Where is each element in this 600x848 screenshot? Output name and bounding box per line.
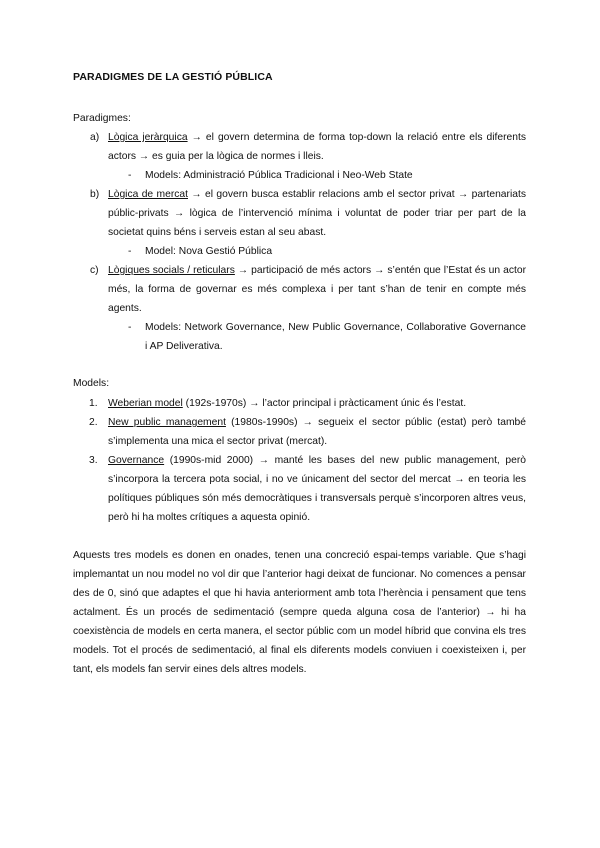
page-title: PARADIGMES DE LA GESTIÓ PÚBLICA xyxy=(73,71,273,83)
paradigm-description: → el govern determina de forma top-down la relació entre els diferents actors → es guia per la lògica de normes i lleis. xyxy=(108,132,526,162)
model-description: (1990s-mid 2000) → manté les bases del new public management, però s’incorpora la tercera pota social, i no ve únicament del sector del mercat → en teoria les polítiques públiques són més democràtiques i transversals perquè s’incorporen altres veus, però hi ha moltes crítiques a aquesta opinió. xyxy=(108,455,526,523)
list-marker: b) xyxy=(90,189,100,200)
paradigm-name: Lògica de mercat xyxy=(108,189,188,200)
model-name: Governance xyxy=(108,455,165,466)
paradigm-models xyxy=(73,242,526,261)
dash-bullet: - xyxy=(128,322,132,333)
model-item xyxy=(73,394,526,413)
paradigm-item xyxy=(73,261,526,318)
list-marker: a) xyxy=(90,132,100,143)
models-label: Models: xyxy=(73,378,110,389)
paradigm-models-text: Models: Network Governance, New Public Governance, Collaborative Governance i AP Deliverativa. xyxy=(145,322,526,352)
list-marker: 1. xyxy=(89,398,98,409)
paradigm-models-text: Model: Nova Gestió Pública xyxy=(145,246,273,257)
paradigm-models xyxy=(73,318,526,356)
model-description: (192s-1970s) → l’actor principal i pràcticament únic és l’estat. xyxy=(182,398,467,409)
paradigm-item xyxy=(73,185,526,242)
list-marker: 3. xyxy=(89,455,98,466)
model-name: Weberian model xyxy=(108,398,183,409)
list-marker: 2. xyxy=(89,417,98,428)
model-item xyxy=(73,413,526,451)
dash-bullet: - xyxy=(128,246,132,257)
paradigms-label: Paradigmes: xyxy=(73,113,131,124)
paradigm-models xyxy=(73,166,526,185)
paradigm-name: Lògica jeràrquica xyxy=(108,132,188,143)
model-description: (1980s-1990s) → segueix el sector públic (estat) però també s’implementa una mica el sector privat (mercat). xyxy=(108,417,526,447)
paradigm-item xyxy=(73,128,526,166)
conclusion-paragraph: Aquests tres models es donen en onades, tenen una concreció espai-temps variable. Que s’hagi implemantat un nou model no vol dir que l’anterior hagi deixat de funcionar. No comences a pensar des de 0, sinó que adaptes el que hi havia anteriorment amb tota l’herència i pensament que tens actalment. És un procés de sedimentació (sempre queda alguna cosa de l’anterior) → hi ha coexistència de models en certa manera, el sector públic com un model híbrid que convina els tres models. Tot el procés de sedimentació, al final els diferents models conviuen i coexisteixen i, per tant, els models fan servir eines dels altres models. xyxy=(73,550,526,675)
paradigms-list xyxy=(73,128,526,356)
paradigm-description: → participació de més actors → s’entén que l’Estat és un actor més, la forma de governar es més complexa i per tant s’han de tenir en compte més agents. xyxy=(108,265,526,314)
dash-bullet: - xyxy=(128,170,132,181)
list-marker: c) xyxy=(90,265,99,276)
models-list xyxy=(73,394,526,527)
paradigm-description: → el govern busca establir relacions amb el sector privat → partenariats públic-privats → lògica de l’intervenció mínima i voluntat de poder triar per part de la societat quins béns i serveis estan al seu abast. xyxy=(108,189,526,238)
paradigm-name: Lògiques socials / reticulars xyxy=(108,265,235,276)
model-name: New public management xyxy=(108,417,226,428)
paradigm-models-text: Models: Administració Pública Tradicional i Neo-Web State xyxy=(145,170,413,181)
model-item xyxy=(73,451,526,527)
